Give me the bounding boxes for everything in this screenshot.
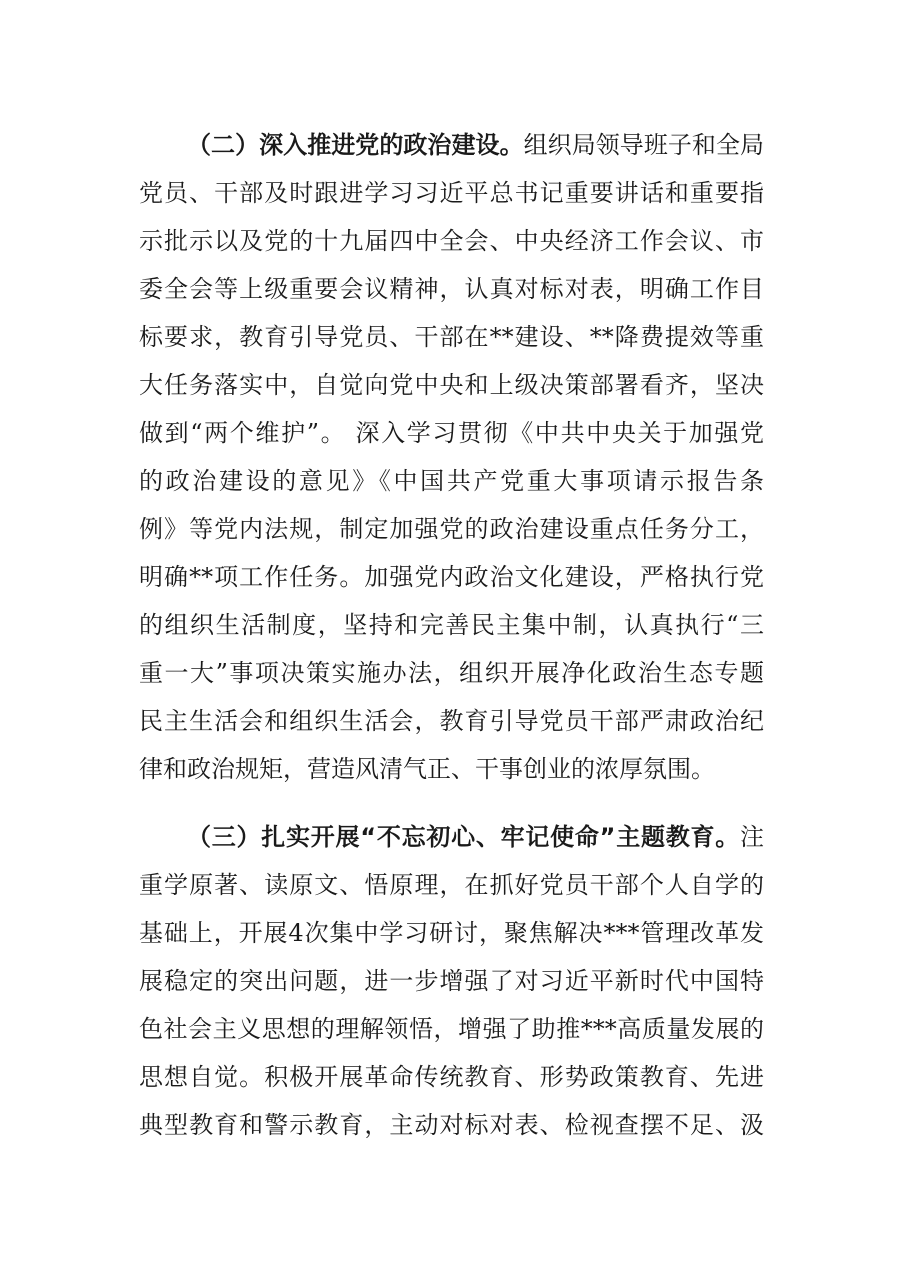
paragraph-line: 例》等党内法规，制定加强党的政治建设重点任务分工，	[139, 515, 764, 543]
line-text: 注	[740, 823, 764, 851]
section-heading: （三）扎实开展“不忘初心、牢记使命”主题教育。	[187, 823, 740, 851]
paragraph-line: 思想自觉。积极开展革命传统教育、形势政策教育、先进	[139, 1063, 764, 1091]
paragraph-line: 大任务落实中，自觉向党中央和上级决策部署看齐，坚决	[139, 371, 764, 399]
paragraph-line: 典型教育和警示教育，主动对标对表、检视查摆不足、汲	[139, 1111, 764, 1139]
paragraph-line: 党员、干部及时跟进学习习近平总书记重要讲话和重要指	[139, 179, 764, 207]
paragraph-line: 的政治建设的意见》《中国共产党重大事项请示报告条	[139, 467, 764, 495]
paragraph-line: 展稳定的突出问题，进一步增强了对习近平新时代中国特	[139, 967, 764, 995]
paragraph-line: 基础上，开展4次集中学习研讨，聚焦解决***管理改革发	[139, 919, 764, 947]
paragraph-line	[139, 121, 764, 169]
paragraph-line: 委全会等上级重要会议精神，认真对标对表，明确工作目	[139, 275, 764, 303]
paragraph-line: 色社会主义思想的理解领悟，增强了助推***高质量发展的	[139, 1015, 764, 1043]
paragraph-line: 重学原著、读原文、悟原理，在抓好党员干部个人自学的	[139, 871, 764, 899]
paragraph-line: 标要求，教育引导党员、干部在**建设、**降费提效等重	[139, 323, 764, 351]
paragraph-line: 重一大”事项决策实施办法，组织开展净化政治生态专题	[139, 659, 764, 687]
paragraph-political-construction	[139, 121, 764, 793]
paragraph-line: 律和政治规矩，营造风清气正、干事创业的浓厚氛围。	[139, 755, 715, 783]
paragraph-line: 做到“两个维护”。 深入学习贯彻《中共中央关于加强党	[139, 419, 764, 447]
paragraph-line: 民主生活会和组织生活会，教育引导党员干部严肃政治纪	[139, 707, 764, 735]
section-heading: （二）深入推进党的政治建设。	[187, 131, 524, 159]
paragraph-theme-education	[139, 813, 764, 1149]
paragraph-line: 的组织生活制度，坚持和完善民主集中制，认真执行“三	[139, 611, 764, 639]
line-text: 组织局领导班子和全局	[523, 131, 764, 159]
paragraph-line: 示批示以及党的十九届四中全会、中央经济工作会议、市	[139, 227, 764, 255]
paragraph-line: 明确**项工作任务。加强党内政治文化建设，严格执行党	[139, 563, 764, 591]
paragraph-line	[139, 813, 764, 861]
